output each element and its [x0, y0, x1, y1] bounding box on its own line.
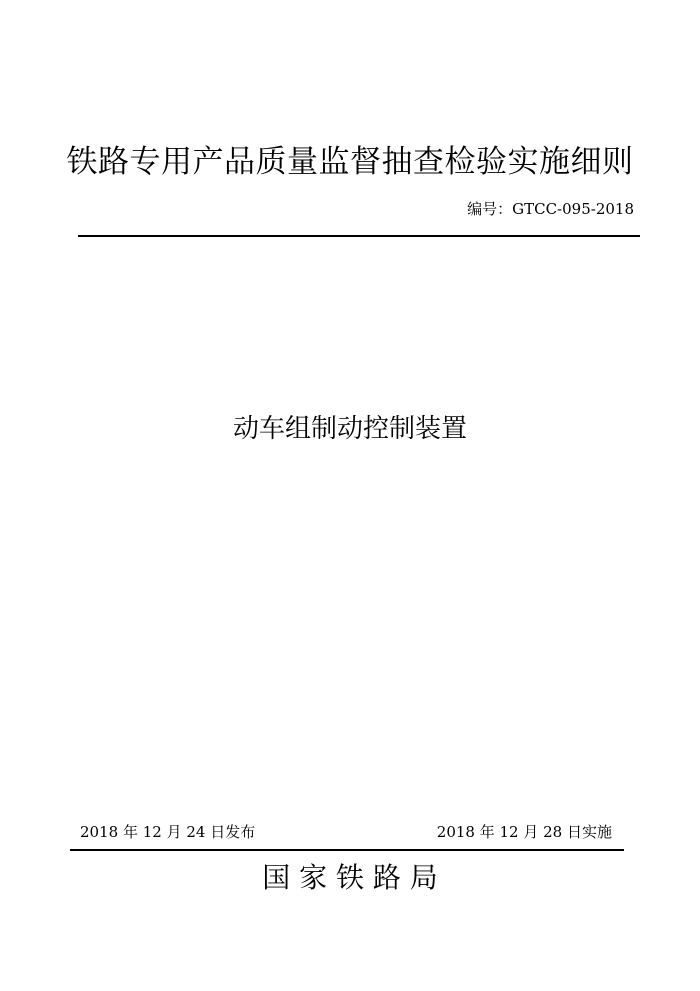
document-number: 编号：GTCC-095-2018	[467, 200, 634, 218]
issuing-authority: 国 家 铁 路 局	[262, 861, 438, 894]
top-divider	[78, 235, 640, 237]
document-title: 铁路专用产品质量监督抽查检验实施细则	[66, 144, 634, 180]
bottom-divider	[70, 849, 624, 851]
issue-date: 2018 年 12 月 24 日发布	[80, 823, 256, 841]
product-name: 动车组制动控制装置	[232, 414, 467, 444]
effective-date: 2018 年 12 月 28 日实施	[436, 823, 612, 841]
